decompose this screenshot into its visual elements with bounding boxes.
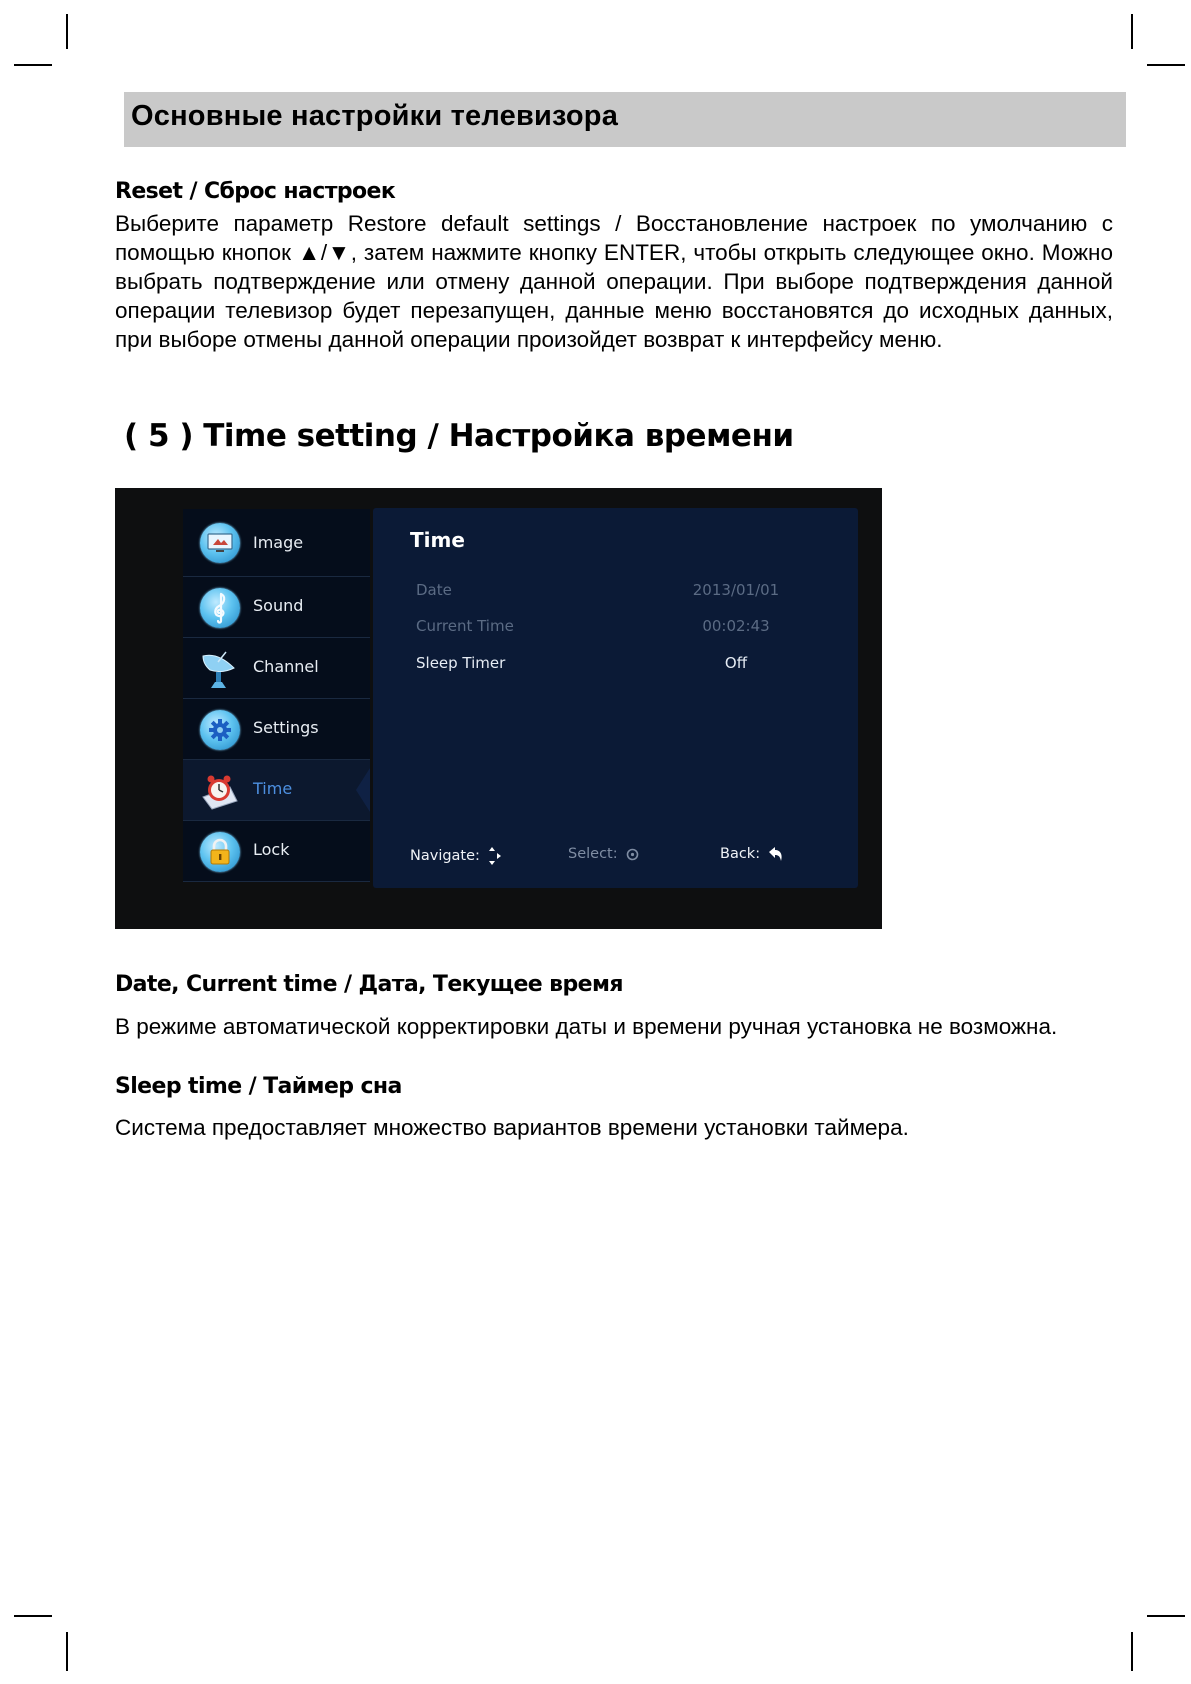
sidebar-item-label: Settings	[253, 718, 319, 737]
current-time-value: 00:02:43	[702, 617, 770, 635]
time-settings-panel	[373, 508, 858, 888]
time-setting-heading: ( 5 ) Time setting / Настройка времени	[124, 418, 794, 454]
back-arrow-icon	[768, 846, 784, 862]
crop-mark-top-left-h	[14, 64, 52, 66]
alarm-clock-icon	[200, 771, 240, 811]
reset-body-text: Выберите параметр Restore default settings / Восстановление настроек по умолчанию с помощью кнопок ▲/▼, затем нажмите кнопку ENTER, чтобы открыть следующее окно. Можно выбрать подтверждение или отмену данной операции. При выборе подтверждения данной операции телевизор будет перезапущен, данные меню восстановятся до исходных данных, при выборе отмены данной операции произойдет возврат к интерфейсу меню.	[115, 211, 1113, 352]
crop-mark-bottom-right-h	[1147, 1615, 1185, 1617]
sidebar-item-label: Image	[253, 533, 304, 552]
sidebar-item-image[interactable]	[183, 509, 370, 577]
sidebar-item-label: Time	[253, 779, 293, 798]
sidebar-item-label: Channel	[253, 657, 319, 676]
page-title: Основные настройки телевизора	[131, 100, 619, 132]
sidebar-item-settings[interactable]	[183, 699, 370, 760]
panel-title: Time	[410, 528, 465, 552]
image-icon	[200, 523, 240, 563]
sidebar-item-channel[interactable]	[183, 638, 370, 699]
ok-circle-icon	[626, 848, 639, 861]
current-time-label: Current Time	[416, 617, 514, 635]
back-label: Back:	[720, 846, 761, 862]
tv-menu-screenshot	[115, 488, 882, 929]
navigate-hint	[410, 846, 502, 866]
date-value: 2013/01/01	[692, 581, 780, 599]
select-label: Select:	[568, 846, 618, 862]
sidebar-item-lock[interactable]	[183, 821, 370, 882]
sidebar-item-label: Sound	[253, 596, 304, 615]
crop-mark-top-left-v	[66, 14, 68, 49]
sleep-timer-row[interactable]	[416, 654, 816, 678]
selection-pointer-icon	[356, 768, 370, 812]
current-time-row	[416, 617, 816, 641]
date-current-time-body: В режиме автоматической корректировки даты и времени ручная установка не возможна.	[115, 1014, 1058, 1039]
sleep-timer-label: Sleep Timer	[416, 654, 506, 672]
sidebar-item-sound[interactable]	[183, 577, 370, 638]
crop-mark-bottom-left-h	[14, 1615, 52, 1617]
select-hint	[568, 846, 639, 862]
date-row	[416, 581, 816, 605]
gear-icon	[200, 710, 240, 750]
date-label: Date	[416, 581, 452, 599]
back-hint	[720, 846, 784, 862]
sound-icon	[200, 588, 240, 628]
crop-mark-top-right-h	[1147, 64, 1185, 66]
crop-mark-top-right-v	[1131, 14, 1133, 49]
sidebar-item-time[interactable]	[183, 760, 370, 821]
navigate-label: Navigate:	[410, 848, 480, 864]
navigate-arrows-icon	[488, 846, 502, 866]
panel-footer-hints	[373, 846, 858, 870]
sleep-time-heading: Sleep time / Таймер сна	[115, 1074, 402, 1099]
padlock-icon	[200, 832, 240, 872]
sidebar-item-label: Lock	[253, 840, 290, 859]
date-current-time-heading: Date, Current time / Дата, Текущее время	[115, 972, 623, 997]
tv-menu-sidebar	[183, 509, 370, 881]
crop-mark-bottom-right-v	[1131, 1632, 1133, 1671]
crop-mark-bottom-left-v	[66, 1632, 68, 1671]
sleep-timer-value[interactable]: Off	[724, 654, 748, 672]
satellite-dish-icon	[200, 649, 240, 689]
page-header-bar	[124, 92, 1126, 147]
sleep-time-body: Система предоставляет множество вариантов времени установки таймера.	[115, 1115, 909, 1140]
reset-heading: Reset / Сброс настроек	[115, 179, 396, 204]
